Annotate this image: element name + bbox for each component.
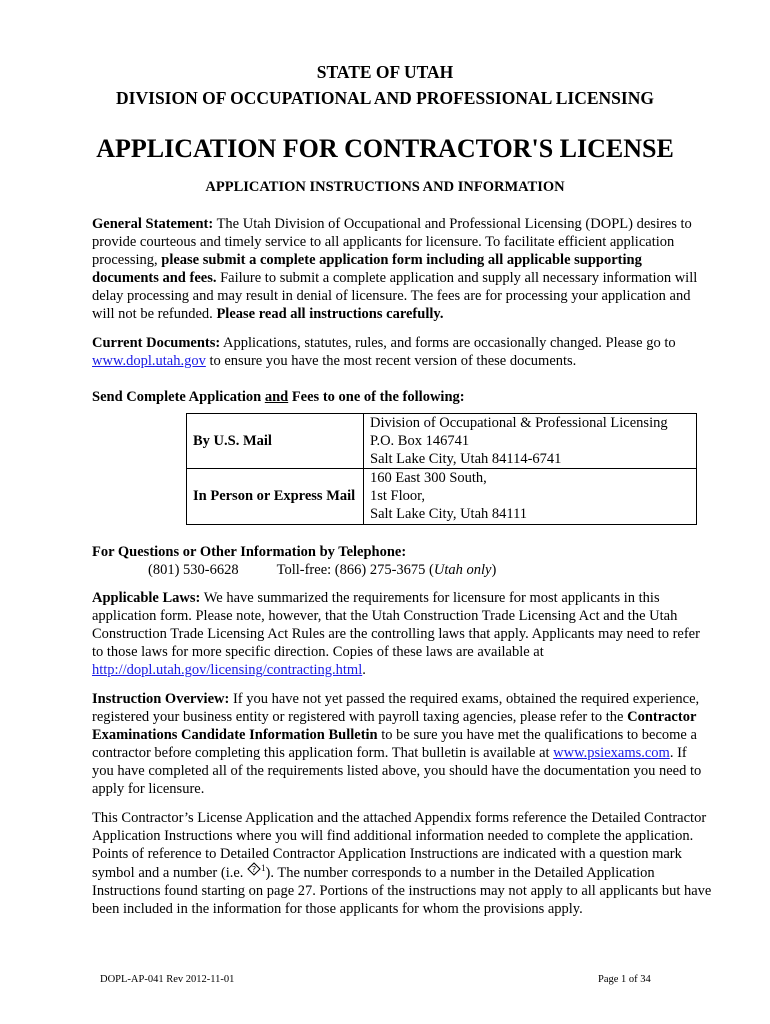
- address-label-person: In Person or Express Mail: [187, 469, 364, 524]
- send-and: and: [264, 389, 289, 405]
- address-line: 1st Floor,: [370, 488, 426, 505]
- page-subtitle: APPLICATION INSTRUCTIONS AND INFORMATION: [205, 179, 565, 195]
- address-row-mail: [187, 414, 697, 469]
- address-table: [186, 413, 697, 525]
- reference-paragraph: [92, 809, 712, 919]
- phone-tollfree: Toll-free: (866) 275-3675 (: [276, 562, 434, 579]
- general-label: General Statement:: [92, 216, 214, 232]
- address-value-mail: [364, 414, 697, 469]
- current-documents: [92, 334, 712, 370]
- reference-number: 1: [261, 863, 266, 874]
- current-text-1: Applications, statutes, rules, and forms are occasionally changed. Please go to: [220, 335, 676, 351]
- address-line: P.O. Box 146741: [370, 433, 470, 450]
- send-heading: [92, 388, 712, 406]
- applicable-laws: [92, 589, 712, 679]
- address-line: Salt Lake City, Utah 84114-6741: [370, 451, 562, 468]
- page-title: APPLICATION FOR CONTRACTOR'S LICENSE: [96, 134, 674, 163]
- address-line: Division of Occupational & Professional Licensing: [370, 415, 668, 431]
- phone-tollfree-suffix: ): [491, 562, 497, 579]
- address-line: Salt Lake City, Utah 84111: [370, 506, 528, 523]
- address-line: 160 East 300 South,: [370, 470, 487, 487]
- phone-tollfree-note: Utah only: [433, 562, 492, 579]
- form-id: DOPL-AP-041 Rev 2012-11-01: [100, 974, 235, 985]
- overview-text-3: . If you have completed all of the requirements listed above, you should have the documentation you need to apply for licensure.: [92, 745, 702, 798]
- phone-label: For Questions or Other Information by Telephone:: [92, 544, 407, 560]
- overview-bold: Contractor Examinations Candidate Information Bulletin: [92, 709, 697, 744]
- send-text-1: Send Complete Application: [92, 389, 265, 405]
- page-number: Page 1 of 34: [598, 974, 651, 985]
- general-bold-2: Please read all instructions carefully.: [216, 306, 444, 323]
- svg-text:?: ?: [251, 865, 257, 875]
- phone-local: (801) 530-6628: [148, 562, 239, 579]
- laws-end: .: [362, 662, 366, 679]
- laws-text: We have summarized the requirements for licensure for most applicants in this application form. Please note, however, that the Utah Construction Trade Licensing Act and the Utah Construction Trade Licensing Act Rules are the controlling laws that apply. Applicants may need to refer to those laws for more specific direction. Copies of these laws are available at: [92, 590, 700, 661]
- overview-text-2: to be sure you have met the qualifications to become a contractor before completing this application form. That bulletin is available at: [92, 727, 697, 762]
- psiexams-link[interactable]: www.psiexams.com: [553, 745, 670, 762]
- overview-label: Instruction Overview:: [92, 691, 230, 707]
- address-label-mail: By U.S. Mail: [187, 414, 364, 469]
- state-heading: STATE OF UTAH: [316, 62, 454, 82]
- address-value-person: [364, 469, 697, 524]
- contracting-laws-link[interactable]: http://dopl.utah.gov/licensing/contracting.html: [92, 662, 363, 679]
- current-label: Current Documents:: [92, 335, 221, 351]
- reference-text-1: This Contractor’s License Application and the attached Appendix forms reference the Detailed Contractor Application Instructions where you will find additional information needed to complete the application. Points of reference to Detailed Contractor Application Instructions are indicated with a question mark symbol and a number (i.e.: [92, 810, 707, 882]
- dopl-link[interactable]: www.dopl.utah.gov: [92, 353, 206, 370]
- division-heading: DIVISION OF OCCUPATIONAL AND PROFESSIONAL LICENSING: [116, 88, 654, 108]
- laws-label: Applicable Laws:: [92, 590, 201, 606]
- reference-text-2: ). The number corresponds to a number in the Detailed Application Instructions found starting on page 27. Portions of the instructions may not apply to all applicants but have been included in the information for those applicants for whom the provisions apply.: [92, 865, 712, 918]
- general-text-1: The Utah Division of Occupational and Professional Licensing (DOPL) desires to provide courteous and timely service to all applicants for licensure. To facilitate efficient application processing,: [92, 216, 692, 269]
- send-text-2: Fees to one of the following:: [288, 389, 465, 405]
- question-diamond-icon: [247, 862, 261, 881]
- phone-section: [92, 543, 712, 579]
- current-text-2: to ensure you have the most recent version of these documents.: [205, 353, 577, 370]
- general-statement: [92, 215, 712, 324]
- address-row-person: [187, 469, 697, 524]
- general-bold-1: please submit a complete application form including all applicable supporting documents and fees.: [92, 252, 642, 287]
- instruction-overview: [92, 690, 712, 799]
- overview-text-1: If you have not yet passed the required exams, obtained the required experience, registered your business entity or registered with payroll taxing agencies, please refer to the: [92, 691, 700, 726]
- general-text-2: Failure to submit a complete application and supply all necessary information will delay processing and may result in denial of licensure. The fees are for processing your application and will not be refunded.: [92, 270, 698, 323]
